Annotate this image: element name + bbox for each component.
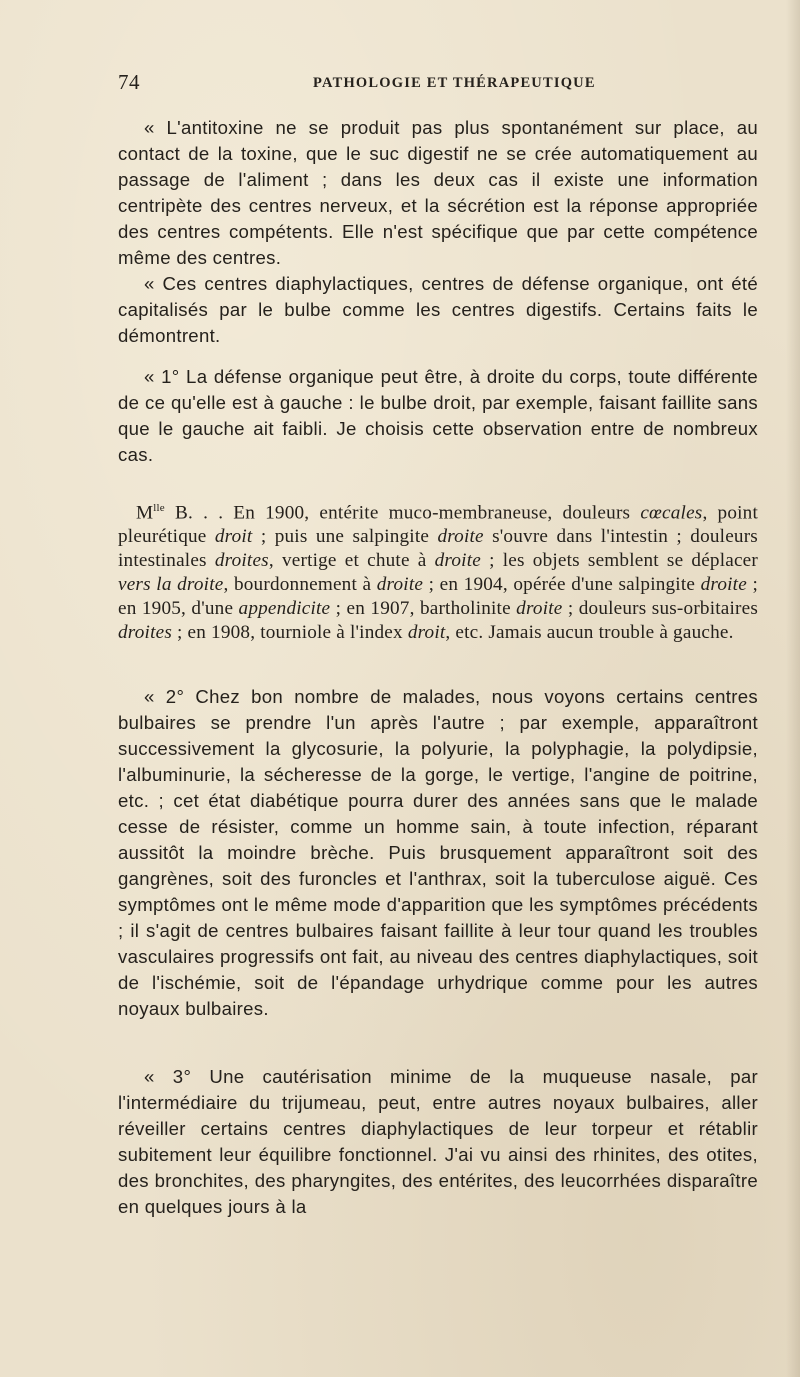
- obs-italic: droites: [118, 622, 172, 644]
- observation-block: [118, 496, 758, 645]
- paragraph-block-5: [118, 1064, 758, 1220]
- obs-superscript: lle: [153, 502, 165, 514]
- obs-italic: droite: [516, 598, 563, 620]
- obs-segment: ; puis une salpingite: [252, 526, 438, 548]
- obs-italic: droites: [214, 550, 269, 572]
- page-header: [118, 70, 758, 100]
- obs-segment: M: [136, 502, 154, 524]
- page-number: 74: [118, 70, 140, 94]
- obs-segment: ; en 1905, d'une: [118, 574, 758, 620]
- obs-segment: , bourdonnement à: [223, 574, 377, 596]
- paragraph-defense-organique: « 1° La défense organique peut être, à droite du corps, toute différente de ce qu'elle est à gauche : le bulbe droit, par exemple, faisant faillite sans que le gauche ait faibli. Je choisis cette observation entre de nombreux cas.: [118, 366, 758, 465]
- obs-segment: ; en 1908, tourniole à l'index: [172, 622, 408, 644]
- obs-segment: B. . . En 1900, entérite muco-membraneuse, douleurs: [164, 502, 641, 524]
- obs-italic: droite: [434, 550, 481, 572]
- obs-italic: droit: [407, 622, 446, 644]
- obs-segment: ; en 1907, bartholinite: [330, 598, 517, 620]
- obs-segment: , point pleurétique: [118, 502, 759, 548]
- obs-italic: droite: [376, 574, 424, 596]
- paragraph-cauterisation: « 3° Une cautérisation minime de la muqueuse nasale, par l'intermédiaire du trijumeau, peut, entre autres noyaux bulbaires, aller réveiller certains centres diaphylactiques de leur torpeur et rétablir subitement leur équilibre fonctionnel. J'ai vu ainsi des rhinites, des otites, des bronchites, des pharyngites, des entérites, des leucorrhées disparaître en quelques jours à la: [118, 1066, 758, 1217]
- obs-italic: droit: [214, 526, 253, 548]
- paragraph-block-1: [118, 115, 758, 349]
- obs-italic: droite: [700, 574, 747, 596]
- obs-italic: droite: [437, 526, 484, 548]
- paragraph-centres-bulbaires: « 2° Chez bon nombre de malades, nous voyons certains centres bulbaires se prendre l'un après l'autre ; par exemple, apparaîtront successivement la glycosurie, la polyurie, la polyphagie, la polydipsie, l'albuminurie, la sécheresse de la gorge, le vertige, l'angine de poitrine, etc. ; cet état diabétique pourra durer des années sans que le malade cesse de résister, comme un homme sain, à toute infection, réparant aussitôt la moindre brèche. Puis brusquement apparaîtront soit des gangrènes, soit des furoncles et l'anthrax, soit la tuberculose aiguë. Ces symptômes ont le même mode d'apparition que les symptômes précédents ; il s'agit de centres bulbaires faisant faillite à leur tour quand les troubles vasculaires progressifs ont fait, au niveau des centres diaphylactiques, soit de l'ischémie, soit de l'épandage urhydrique comme pour les autres noyaux bulbaires.: [118, 686, 758, 1019]
- obs-segment: ; douleurs sus-orbitaires: [562, 598, 758, 620]
- paragraph-block-2: [118, 364, 758, 468]
- obs-segment: ; en 1904, opérée d'une salpingite: [423, 574, 701, 596]
- obs-segment: , vertige et chute à: [268, 550, 435, 572]
- paragraph-antitoxine: « L'antitoxine ne se produit pas plus spontanément sur place, au contact de la toxine, que le suc digestif ne se crée automatiquement au passage de l'aliment ; dans les deux cas il existe une information centripète des centres nerveux, et la sécrétion est la réponse appropriée des centres compétents. Elle n'est spécifique que par cette compétence même des centres.: [118, 117, 758, 268]
- obs-segment: s'ouvre dans l'intestin ; douleurs intestinales: [118, 526, 758, 572]
- obs-segment: ; les objets semblent se déplacer: [480, 550, 758, 572]
- obs-italic: cœcales: [640, 502, 703, 524]
- obs-italic: vers la droite: [118, 574, 224, 596]
- obs-segment: , etc. Jamais aucun trouble à gauche.: [445, 622, 734, 644]
- running-title: PATHOLOGIE ET THÉRAPEUTIQUE: [313, 75, 596, 91]
- observation-paragraph: [118, 496, 758, 645]
- obs-italic: appendicite: [238, 598, 331, 620]
- paragraph-centres-diaphylactiques: « Ces centres diaphylactiques, centres de défense organique, ont été capitalisés par le bulbe comme les centres digestifs. Certains faits le démontrent.: [118, 273, 758, 346]
- paragraph-block-4: [118, 684, 758, 1022]
- page-edge-shadow: [786, 0, 800, 1377]
